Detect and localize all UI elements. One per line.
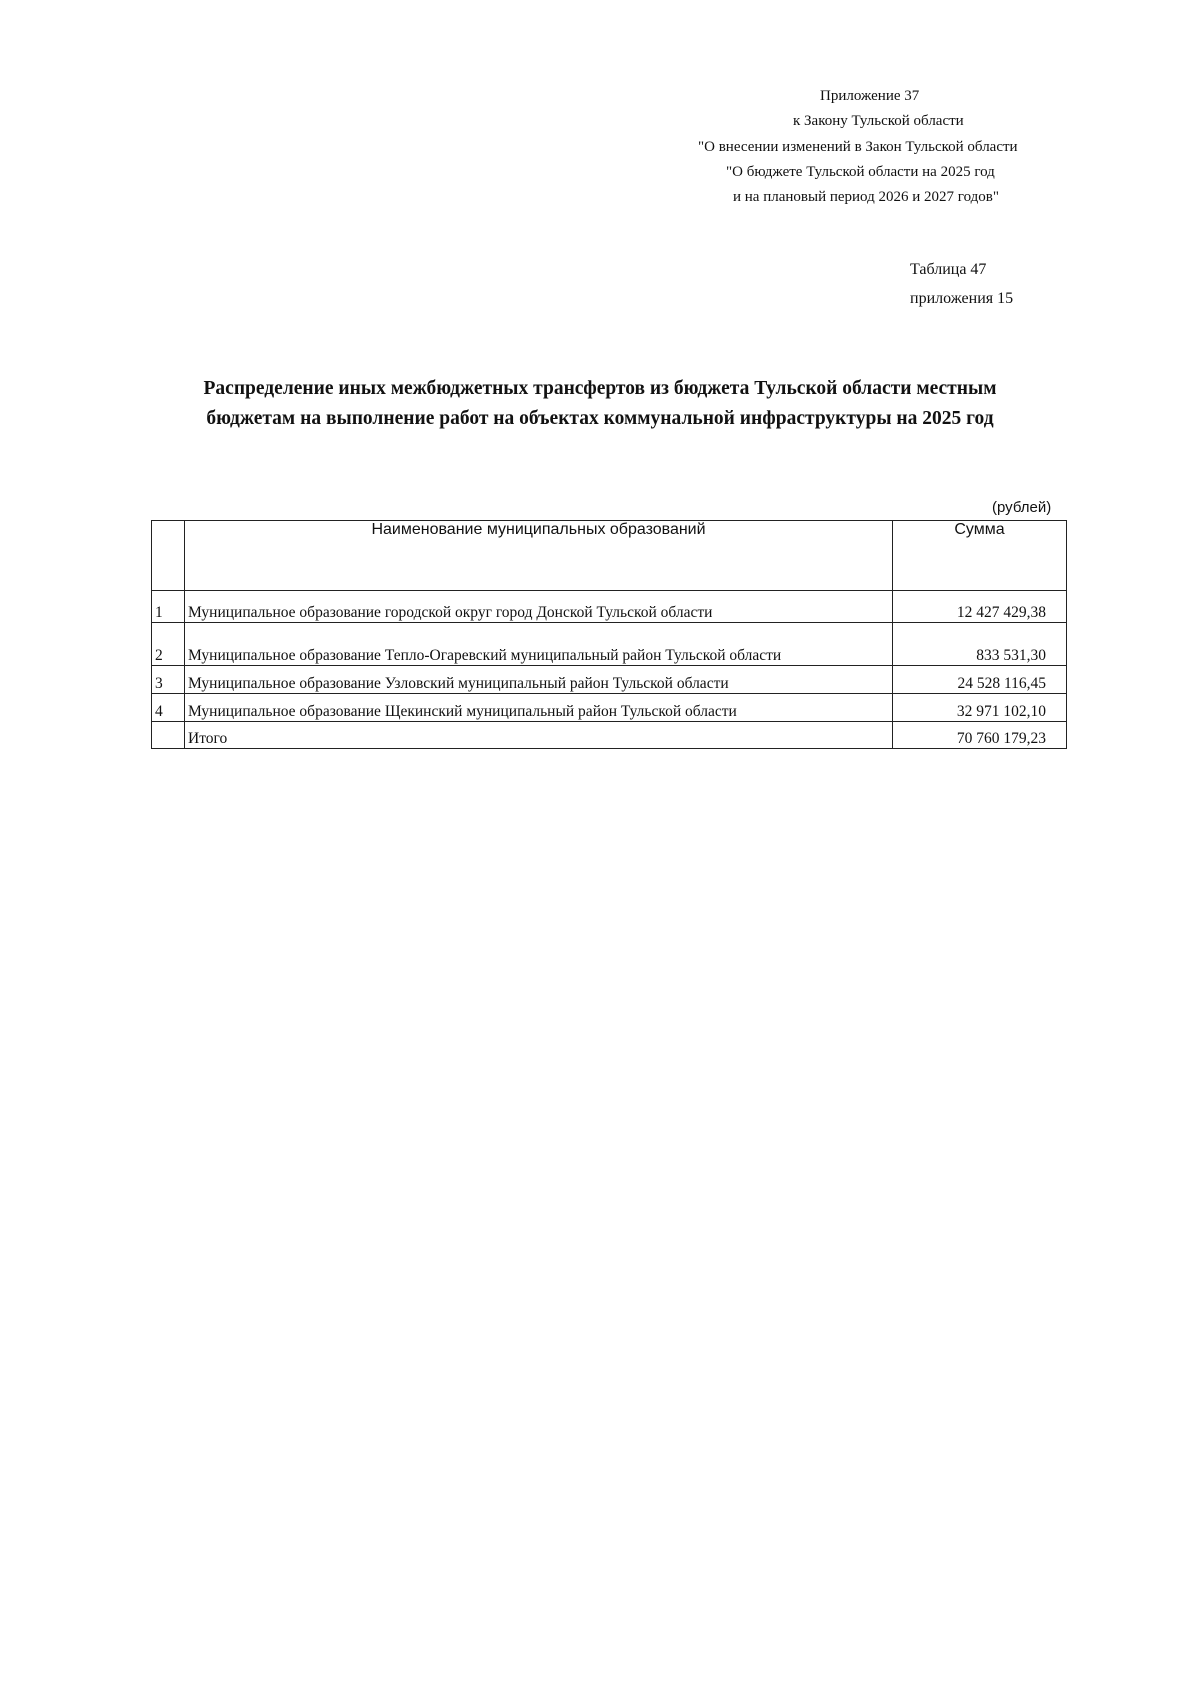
row-sum: 24 528 116,45: [893, 666, 1067, 694]
table-number: Таблица 47: [910, 261, 987, 278]
row-num: 4: [152, 694, 185, 722]
header-name: Наименование муниципальных образований: [185, 521, 893, 591]
table-reference: [910, 255, 1013, 313]
row-sum: 833 531,30: [893, 623, 1067, 666]
appendix-line-1: Приложение 37: [820, 88, 920, 104]
row-name: Муниципальное образование Тепло-Огаревский муниципальный район Тульской области: [185, 623, 893, 666]
title-line-1: Распределение иных межбюджетных трансфертов из бюджета Тульской области местным: [203, 378, 997, 399]
row-sum: 32 971 102,10: [893, 694, 1067, 722]
table-total-row: [152, 722, 1067, 749]
row-sum: 12 427 429,38: [893, 591, 1067, 623]
row-num: 3: [152, 666, 185, 694]
unit-label: (рублей): [992, 499, 1052, 516]
appendix-line-2: к Закону Тульской области: [793, 113, 964, 129]
document-title: [100, 374, 1100, 434]
row-name: Муниципальное образование Щекинский муниципальный район Тульской области: [185, 694, 893, 722]
table-row: [152, 694, 1067, 722]
title-line-2: бюджетам на выполнение работ на объектах коммунальной инфраструктуры на 2025 год: [206, 408, 994, 429]
total-num-cell: [152, 722, 185, 749]
appendix-line-3: "О внесении изменений в Закон Тульской области: [698, 139, 1018, 155]
total-label: Итого: [185, 722, 893, 749]
distribution-table: [151, 520, 1067, 749]
table-row: [152, 591, 1067, 623]
total-sum: 70 760 179,23: [893, 722, 1067, 749]
row-num: 1: [152, 591, 185, 623]
table-appendix-ref: приложения 15: [910, 290, 1014, 307]
table-row: [152, 623, 1067, 666]
appendix-line-4: "О бюджете Тульской области на 2025 год: [726, 164, 995, 180]
table-header-row: [152, 521, 1067, 591]
appendix-line-5: и на плановый период 2026 и 2027 годов": [733, 189, 999, 205]
row-name: Муниципальное образование Узловский муниципальный район Тульской области: [185, 666, 893, 694]
header-sum: Сумма: [893, 521, 1067, 591]
header-num-cell: [152, 521, 185, 591]
table-row: [152, 666, 1067, 694]
row-name: Муниципальное образование городской округ город Донской Тульской области: [185, 591, 893, 623]
row-num: 2: [152, 623, 185, 666]
